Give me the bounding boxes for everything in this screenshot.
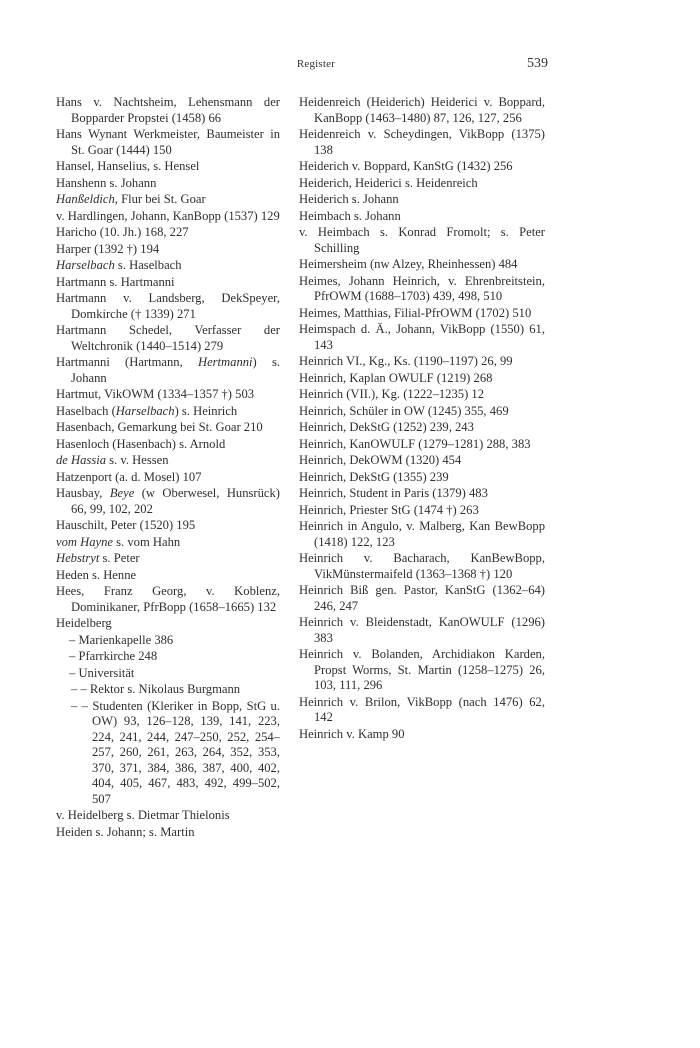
index-entry: Hees, Franz Georg, v. Koblenz, Dominikaner, PfrBopp (1658–1665) 132 xyxy=(56,584,280,614)
index-entry: Heinrich in Angulo, v. Malberg, Kan BewBopp (1418) 122, 123 xyxy=(299,519,545,549)
index-entry: Hanßeldich, Flur bei St. Goar xyxy=(56,192,206,206)
index-entry: Heiderich v. Boppard, KanStG (1432) 256 xyxy=(299,159,513,173)
index-entry: Hans v. Nachtsheim, Lehensmann der Bopparder Propstei (1458) 66 xyxy=(56,95,280,125)
index-entry: Hartmann Schedel, Verfasser der Weltchronik (1440–1514) 279 xyxy=(56,323,280,353)
index-entry: Heiden s. Johann; s. Martin xyxy=(56,824,195,839)
index-entry: Hasenbach, Gemarkung bei St. Goar 210 xyxy=(56,420,263,434)
index-entry: v. Heimbach s. Konrad Fromolt; s. Peter Schilling xyxy=(299,225,545,255)
index-entry: Haricho (10. Jh.) 168, 227 xyxy=(56,225,189,239)
index-entry: Heinrich v. Kamp 90 xyxy=(299,726,405,741)
index-entry: Harselbach s. Haselbach xyxy=(56,258,182,272)
index-entry: Hartmann s. Hartmanni xyxy=(56,274,175,289)
index-entry: v. Heidelberg s. Dietmar Thielonis xyxy=(56,808,230,822)
index-column-left xyxy=(56,95,280,841)
index-entry: Heinrich, DekStG (1355) 239 xyxy=(299,469,449,484)
index-entry: Heinrich, DekOWM (1320) 454 xyxy=(299,453,462,467)
index-entry: Heinrich, Schüler in OW (1245) 355, 469 xyxy=(299,403,509,418)
index-entry: Hanshenn s. Johann xyxy=(56,175,157,190)
index-entry: Heinrich Biß gen. Pastor, KanStG (1362–64) 246, 247 xyxy=(299,583,545,613)
index-entry: Heden s. Henne xyxy=(56,567,137,582)
index-entry: – – Studenten (Kleriker in Bopp, StG u. OW) 93, 126–128, 139, 141, 223, 224, 241, 244, 247–250, 252, 254–257, 260, 261, 263, 264, 352, 353, 370, 371, 384, 386, 387, 400, 402, 404, 405, 467, 483, 492, 499–502, 507 xyxy=(71,698,280,806)
running-title: Register xyxy=(296,58,336,70)
index-entry: Hans Wynant Werkmeister, Baumeister in St. Goar (1444) 150 xyxy=(56,127,280,157)
index-entry: Heidenreich v. Scheydingen, VikBopp (1375) 138 xyxy=(299,127,545,157)
index-entry: Heinrich, Kaplan OWULF (1219) 268 xyxy=(299,370,493,385)
index-entry: Harper (1392 †) 194 xyxy=(56,241,160,256)
index-entry: de Hassia s. v. Hessen xyxy=(56,453,169,467)
index-entry: Heinrich v. Brilon, VikBopp (nach 1476) 62, 142 xyxy=(299,694,545,724)
index-entry: Heinrich, Student in Paris (1379) 483 xyxy=(299,486,488,500)
index-entry: Heimspach d. Ä., Johann, VikBopp (1550) 61, 143 xyxy=(299,322,545,352)
index-entry: Hansel, Hanselius, s. Hensel xyxy=(56,159,200,173)
index-entry: – Pfarrkirche 248 xyxy=(69,649,158,663)
index-entry: Hartmann v. Landsberg, DekSpeyer, Domkirche († 1339) 271 xyxy=(56,291,280,321)
index-entry: Hartmut, VikOWM (1334–1357 †) 503 xyxy=(56,387,255,401)
index-entry: Heinrich, Priester StG (1474 †) 263 xyxy=(299,502,479,517)
page-number: 539 xyxy=(527,56,548,71)
index-entry: Heimes, Johann Heinrich, v. Ehrenbreitstein, PfrOWM (1688–1703) 439, 498, 510 xyxy=(299,273,545,303)
index-entry: Haselbach (Harselbach) s. Heinrich xyxy=(56,403,238,418)
page-header xyxy=(84,56,548,76)
index-entry: Heinrich (VII.), Kg. (1222–1235) 12 xyxy=(299,387,485,401)
index-entry: – Marienkapelle 386 xyxy=(69,632,174,647)
index-entry: Heinrich, KanOWULF (1279–1281) 288, 383 xyxy=(299,436,531,451)
index-entry: Hebstryt s. Peter xyxy=(56,551,140,565)
index-entry: Heinrich v. Bacharach, KanBewBopp, VikMünstermaifeld (1363–1368 †) 120 xyxy=(299,551,545,581)
index-entry: Hasenloch (Hasenbach) s. Arnold xyxy=(56,436,226,451)
index-column-right xyxy=(299,95,545,743)
index-entry: Heidenreich (Heiderich) Heiderici v. Boppard, KanBopp (1463–1480) 87, 126, 127, 256 xyxy=(299,95,545,125)
index-entry: Hausbay, Beye (w Oberwesel, Hunsrück) 66, 99, 102, 202 xyxy=(56,486,280,516)
index-entry: – – Rektor s. Nikolaus Burgmann xyxy=(71,682,241,696)
index-entry: Hartmanni (Hartmann, Hertmanni) s. Johann xyxy=(56,355,280,385)
index-entry: vom Hayne s. vom Hahn xyxy=(56,534,181,549)
index-entry: Hatzenport (a. d. Mosel) 107 xyxy=(56,469,202,484)
index-entry: Heidelberg xyxy=(56,616,112,630)
index-entry: Hauschilt, Peter (1520) 195 xyxy=(56,518,196,532)
index-entry: – Universität xyxy=(69,665,135,680)
index-entry: Heinrich v. Bolanden, Archidiakon Karden, Propst Worms, St. Martin (1258–1275) 26, 103, 111, 296 xyxy=(299,647,545,692)
index-entry: Heinrich VI., Kg., Ks. (1190–1197) 26, 99 xyxy=(299,354,513,368)
index-entry: Heinrich v. Bleidenstadt, KanOWULF (1296) 383 xyxy=(299,615,545,645)
index-entry: v. Hardlingen, Johann, KanBopp (1537) 129 xyxy=(56,208,280,223)
index-entry: Heimbach s. Johann xyxy=(299,208,401,223)
index-entry: Heimes, Matthias, Filial-PfrOWM (1702) 510 xyxy=(299,305,532,320)
index-entry: Heiderich s. Johann xyxy=(299,192,399,206)
index-entry: Heinrich, DekStG (1252) 239, 243 xyxy=(299,420,474,434)
index-entry: Heimersheim (nw Alzey, Rheinhessen) 484 xyxy=(299,257,518,271)
index-entry: Heiderich, Heiderici s. Heidenreich xyxy=(299,175,478,190)
